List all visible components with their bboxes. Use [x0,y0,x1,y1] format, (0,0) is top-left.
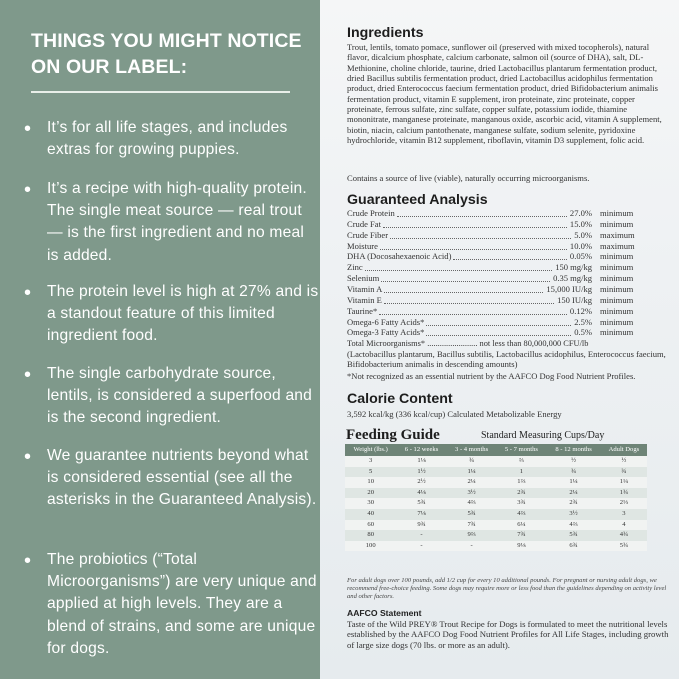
analysis-value: 5.0% [574,229,592,240]
table-cell: 10 [345,477,396,488]
table-row [345,530,647,541]
analysis-nutrient: Crude Fat [347,218,381,229]
table-cell: ½ [601,456,647,467]
analysis-nutrient: Vitamin E [347,294,382,305]
analysis-value: 150 IU/kg [557,294,592,305]
analysis-row [347,306,671,317]
table-cell: 3½ [447,488,497,499]
analysis-nutrient: Omega-6 Fatty Acids* [347,316,425,327]
dot-leader [453,258,566,260]
microorganisms-note: Contains a source of live (viable), naturally occurring microorganisms. [347,173,590,183]
analysis-value: 15.0% [569,218,592,229]
analysis-value: 150 mg/kg [555,262,592,273]
strains-text: (Lactobacillus plantarum, Bacillus subtilis, Lactobacillus acidophilus, Enterococcus faecium, Bifidobacterium animalis in descending amounts) [347,349,666,370]
table-cell: 100 [345,541,396,552]
feeding-column-header: Adult Dogs [601,444,647,456]
analysis-nutrient: Crude Fiber [347,229,389,240]
aafco-footnote: *Not recognized as an essential nutrient by the AAFCO Dog Food Nutrient Profiles. [347,371,636,381]
table-cell: 4⅔ [546,520,600,531]
feeding-column-header: Weight (lbs.) [345,444,396,456]
dot-leader [381,280,550,282]
analysis-nutrient: DHA (Docosahexaenoic Acid) [347,251,452,262]
table-row [345,541,647,552]
analysis-unit: minimum [600,316,634,327]
table-cell: 9⅔ [447,530,497,541]
analysis-unit: minimum [600,262,634,273]
analysis-unit: minimum [600,273,634,284]
panel-heading: THINGS YOU MIGHT NOTICE ON OUR LABEL: [31,30,302,78]
table-row [345,488,647,499]
bullet-text: The single carbohydrate source, lentils, is considered a superfood and is the second ingredient. [47,365,313,427]
bullet-icon: • [24,179,32,201]
analysis-unit: minimum [600,283,634,294]
table-cell: 4 [601,520,647,531]
table-cell: ¾ [546,467,600,478]
table-row [345,467,647,478]
analysis-row [347,284,671,295]
analysis-unit: minimum [600,327,634,338]
analysis-row [347,327,671,338]
analysis-row [347,208,671,219]
analysis-row [347,262,671,273]
table-cell: 6¾ [546,541,600,552]
table-cell: 9⅛ [497,541,547,552]
ingredients-title: Ingredients [347,25,424,41]
table-cell: - [396,541,446,552]
bullet-text: The protein level is high at 27% and is a standout feature of this limited ingredient food. [47,283,319,345]
table-cell: 4⅔ [447,498,497,509]
table-cell: ¾ [601,467,647,478]
table-cell: 5¾ [546,530,600,541]
table-cell: 2¼ [447,477,497,488]
dot-leader [384,302,554,304]
dot-leader [384,291,543,293]
table-cell: 7¾ [447,520,497,531]
table-cell: 3 [345,456,396,467]
table-cell: 30 [345,498,396,509]
dot-leader [397,215,567,217]
ingredients-text: Trout, lentils, tomato pomace, sunflower oil (preserved with mixed tocopherols), natural flavor, dicalcium phosphate, calcium carbonate, salmon oil (source of DHA), salt, DL-Methionine, choline chloride, taurine, dried Lactobacillus plantarum fermentation product, dried Bacillus subtilis fermentation product, dried Lactobacillus acidophilus fermentation product, dried Enterococcus faecium fermentation product, dried Bifidobacterium animalis fermentation product, vitamin E supplement, iron proteinate, zinc proteinate, copper proteinate, ferrous sulfate, zinc sulfate, copper sulfate, potassium iodide, thiamine mononitrate, manganese proteinate, manganous oxide, ascorbic acid, vitamin A supplement, biotin, niacin, calcium pantothenate, manganese sulfate, sodium selenite, pyridoxine hydrochloride, vitamin B12 supplement, riboflavin, vitamin D3 supplement, folic acid. [347,42,662,146]
dot-leader [379,313,567,315]
analysis-nutrient: Moisture [347,240,378,251]
aafco-text: Taste of the Wild PREY® Trout Recipe for Dogs is formulated to meet the nutritional levels established by the AAFCO Dog Food Nutrient Profiles for All Life Stages, including growth of large size dogs (70 lbs. or more as an adult). [347,619,669,650]
bullet-text: The probiotics (“Total Microorganisms”) are very unique and applied at high levels. They are a blend of strains, and some are unique for dogs. [47,551,317,657]
dot-leader [390,237,571,239]
analysis-unit: maximum [600,240,635,251]
feeding-column-header: 5 - 7 months [497,444,547,456]
analysis-nutrient: Vitamin A [347,283,383,294]
table-row [345,456,647,467]
table-cell: 4⅛ [396,488,446,499]
analysis-row [347,219,671,230]
table-cell: ½ [546,456,600,467]
table-cell: 3¾ [497,498,547,509]
feeding-table [345,444,647,551]
heading-divider [31,91,290,93]
analysis-nutrient: Zinc [347,262,363,273]
analysis-nutrient: Selenium [347,273,380,284]
table-cell: 1⅔ [497,477,547,488]
table-cell: - [447,541,497,552]
bullet-icon: • [24,446,32,468]
analysis-unit: minimum [600,208,634,218]
label-notes-panel [0,0,320,679]
table-cell: - [396,530,446,541]
bullet-text: It’s for all life stages, and includes extras for growing puppies. [47,119,288,159]
table-cell: 4¾ [601,530,647,541]
table-cell: 7⅛ [396,509,446,520]
bullet-icon: • [24,118,32,140]
analysis-value: 0.35 mg/kg [553,273,592,284]
bullet-icon: • [24,550,32,572]
bullet-text: It’s a recipe with high-quality protein. The single meat source — real trout — is the first ingredient and no meal is added. [47,180,307,264]
table-row [345,498,647,509]
aafco-title: AAFCO Statement [347,608,422,618]
analysis-value: 10.0% [569,240,592,251]
analysis-value: 15,000 IU/kg [546,283,592,294]
analysis-nutrient: Taurine* [347,305,378,316]
table-row [345,477,647,488]
table-cell: 60 [345,520,396,531]
analysis-row [347,273,671,284]
analysis-value: 0.5% [574,327,592,338]
table-cell: 1¼ [447,467,497,478]
table-cell: 5 [345,467,396,478]
table-cell: 3 [601,509,647,520]
analysis-row [347,317,671,328]
table-cell: ¾ [447,456,497,467]
table-cell: 1½ [396,467,446,478]
table-cell: 3½ [546,509,600,520]
table-cell: ⅔ [497,456,547,467]
analysis-value: 2.5% [574,316,592,327]
table-cell: 1¾ [601,488,647,499]
analysis-row [347,241,671,252]
table-cell: 5¾ [601,541,647,552]
feeding-guide-header [346,426,670,444]
table-cell: 9¾ [396,520,446,531]
bullet-text: We guarantee nutrients beyond what is considered essential (see all the asterisks in the Guaranteed Analysis). [47,447,317,509]
bullet-icon: • [24,282,32,304]
table-cell: 40 [345,509,396,520]
analysis-unit: maximum [600,229,635,240]
bullet-icon: • [24,364,32,386]
table-cell: 1¼ [546,477,600,488]
analysis-unit: minimum [600,294,634,305]
analysis-value: 0.05% [569,251,592,262]
dot-leader [380,248,567,250]
analysis-nutrient: Crude Protein [347,208,395,218]
dot-leader [365,269,553,271]
analysis-unit: minimum [600,218,634,229]
table-cell: 1¼ [601,477,647,488]
table-cell: 1 [497,467,547,478]
calorie-content-title: Calorie Content [347,391,453,407]
analysis-row [347,230,671,241]
table-cell: 2¾ [497,488,547,499]
table-cell: 5¾ [447,509,497,520]
table-cell: 6¼ [497,520,547,531]
dot-leader [383,226,567,228]
table-cell: 4⅔ [497,509,547,520]
table-cell: 20 [345,488,396,499]
feeding-column-header: 3 - 4 months [447,444,497,456]
table-cell: 7¾ [497,530,547,541]
table-cell: 80 [345,530,396,541]
dot-leader [426,334,571,336]
analysis-row [347,251,671,262]
feeding-note: For adult dogs over 100 pounds, add 1/2 cup for every 10 additional pounds. For pregnant or nursing adult dogs, we recommend free-choice feeding. Some dogs may require more or less food than the guidelines depending on activity level and other factors. [347,577,667,601]
table-cell: 2½ [396,477,446,488]
analysis-value: 0.12% [569,305,592,316]
table-cell: 2⅓ [601,498,647,509]
label-panel [320,0,679,679]
analysis-row [347,295,671,306]
feeding-table-header [345,444,647,456]
feeding-column-header: 8 - 12 months [546,444,600,456]
total-microorganisms: Total Microorganisms* ........................ not less than 80,000,000 CFU/lb [347,339,589,348]
feeding-guide-subtitle: Standard Measuring Cups/Day [481,430,605,441]
analysis-unit: minimum [600,305,634,316]
table-cell: 5¾ [396,498,446,509]
analysis-unit: minimum [600,251,634,262]
guaranteed-analysis-title: Guaranteed Analysis [347,192,488,208]
table-row [345,509,647,520]
analysis-nutrient: Omega-3 Fatty Acids* [347,327,425,338]
table-cell: 2¾ [546,498,600,509]
dot-leader [426,324,571,326]
feeding-column-header: 6 - 12 weeks [396,444,446,456]
table-cell: 1⅛ [396,456,446,467]
calorie-content-text: 3,592 kcal/kg (336 kcal/cup) Calculated Metabolizable Energy [347,409,562,419]
feeding-guide-title: Feeding Guide [346,427,440,443]
analysis-value: 27.0% [569,208,592,218]
table-row [345,520,647,531]
table-cell: 2¼ [546,488,600,499]
